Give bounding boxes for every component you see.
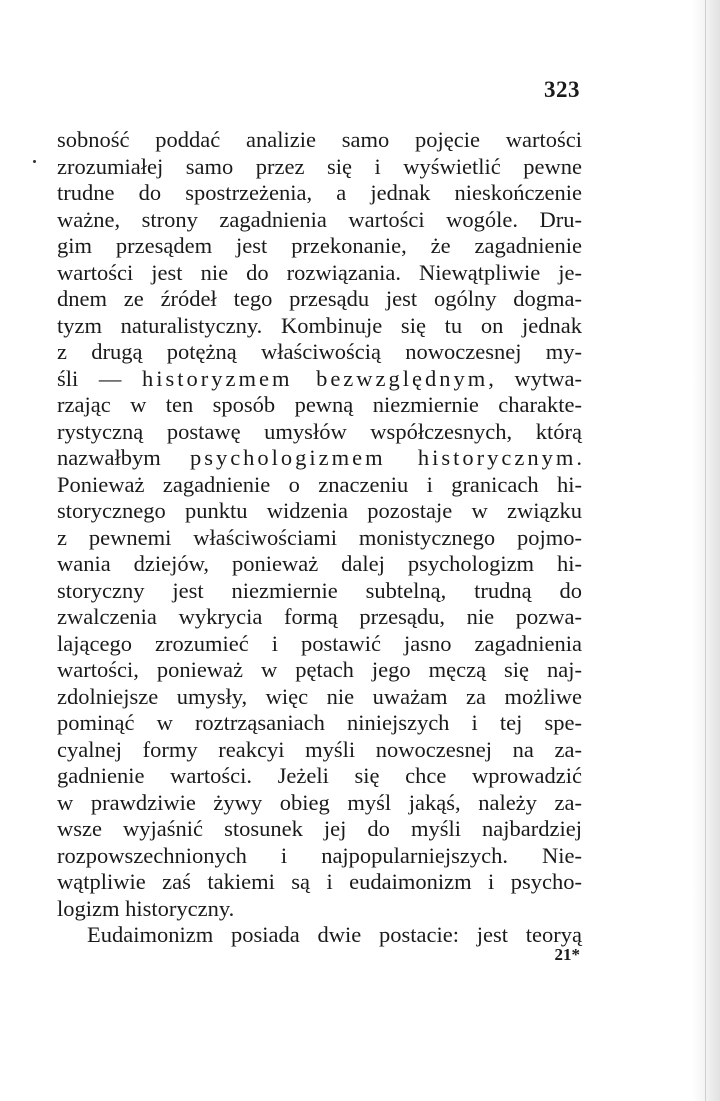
line-suffix: , wytwa- <box>488 365 582 391</box>
text-line: wsze wyjaśnić stosunek jej do myśli najbardziej <box>57 816 582 841</box>
text-line: z drugą potężną właściwością nowoczesnej my- <box>57 339 582 364</box>
text-line: dnem ze źródeł tego przesądu jest ogólny dogma- <box>57 286 582 311</box>
line-suffix: . <box>576 445 582 470</box>
emphasized-term: psychologizmem historycznym <box>189 445 577 470</box>
printer-signature-mark: 21* <box>554 945 580 964</box>
text-line: rzając w ten sposób pewną niezmiernie charakte- <box>57 392 582 417</box>
text-line: wania dziejów, ponieważ dalej psychologizm hi- <box>57 551 582 576</box>
text-line: gim przesądem jest przekonanie, że zagadnienie <box>57 233 582 258</box>
text-line: logizm historyczny. <box>57 895 235 921</box>
text-line: wartości, ponieważ w pętach jego męczą się naj- <box>57 657 582 682</box>
text-line: zdolniejsze umysły, więc nie uważam za możliwe <box>57 683 582 709</box>
text-line: Ponieważ zagadnienie o znaczeniu i granicach hi- <box>57 471 582 497</box>
emphasized-term: historyzmem bezwzględnym <box>141 365 489 391</box>
page-edge-shadow <box>692 0 720 1101</box>
text-line: ważne, strony zagadnienia wartości wogóle. Dru- <box>57 206 582 232</box>
text-line-paragraph-start: Eudaimonizm posiada dwie postacie: jest teoryą <box>87 922 582 947</box>
text-line: tyzm naturalistyczny. Kombinuje się tu on jednak <box>57 312 582 338</box>
text-line: rystyczną postawę umysłów współczesnych, którą <box>57 418 582 444</box>
page-number: 323 <box>544 77 580 102</box>
text-line: trudne do spostrzeżenia, a jednak nieskończenie <box>57 180 582 205</box>
text-line-emphasis <box>57 366 582 393</box>
text-line: pominąć w roztrząsaniach niniejszych i tej spe- <box>57 710 582 735</box>
text-line: rozpowszechnionych i najpopularniejszych. Nie- <box>57 842 582 868</box>
page-edge-line <box>705 0 706 1101</box>
margin-speck <box>33 160 36 163</box>
text-line: wątpliwie zaś takiemi są i eudaimonizm i psycho- <box>57 869 582 894</box>
text-line: wartości jest nie do rozwiązania. Niewątpliwie je- <box>57 259 582 285</box>
text-line: zwalczenia wykrycia formą przesądu, nie pozwa- <box>57 604 582 629</box>
text-line: w prawdziwie żywy obieg myśl jakąś, należy za- <box>57 789 582 815</box>
body-text <box>57 127 582 949</box>
text-line-emphasis <box>57 445 582 472</box>
line-prefix: nazwałbym <box>57 445 190 470</box>
text-line: storycznego punktu widzenia pozostaje w związku <box>57 498 582 523</box>
text-line: z pewnemi właściwościami monistycznego pojmo- <box>57 524 582 550</box>
text-line: storyczny jest niezmiernie subtelną, trudną do <box>57 577 582 603</box>
text-line: sobność poddać analizie samo pojęcie wartości <box>57 127 582 152</box>
text-line: zrozumiałej samo przez się i wyświetlić pewne <box>57 153 582 179</box>
text-line: cyalnej formy reakcyi myśli nowoczesnej na za- <box>57 736 582 762</box>
text-line: lającego zrozumieć i postawić jasno zagadnienia <box>57 630 582 656</box>
line-prefix: śli — <box>57 365 142 391</box>
text-line: gadnienie wartości. Jeżeli się chce wprowadzić <box>57 763 582 788</box>
